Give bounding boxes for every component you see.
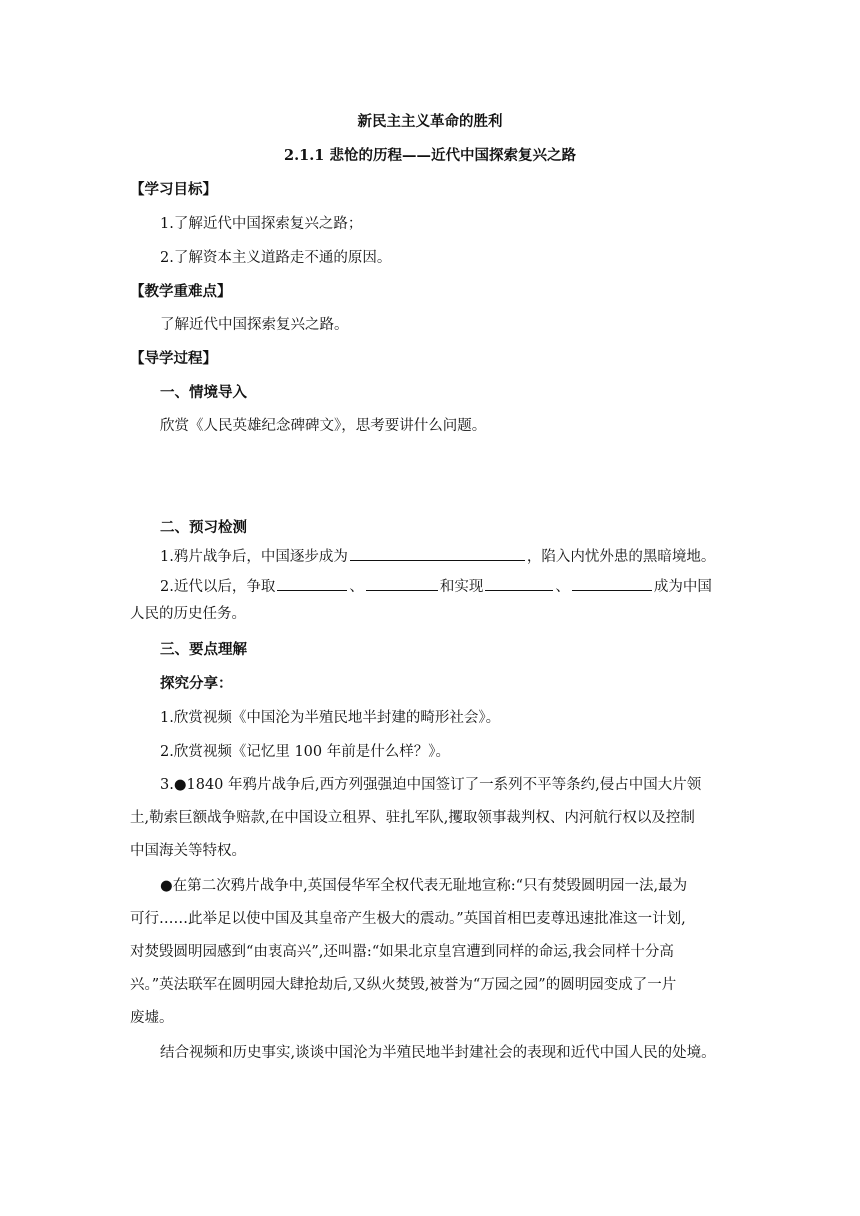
explore-item-4-line-3: 对焚毁圆明园感到“由衷高兴”,还叫嚣:“如果北京皇宫遭到同样的命运,我会同样十分高 <box>130 944 674 960</box>
question-2-sep2: 、 <box>555 579 570 595</box>
question-1-suffix: ，陷入内忧外患的黑暗境地。 <box>526 549 716 565</box>
process-heading: 【导学过程】 <box>130 350 217 367</box>
question-1 <box>160 546 715 567</box>
explore-item-4-line-2: 可行……此举足以使中国及其皇帝产生极大的震动。”英国首相巴麦尊迅速批准这一计划, <box>130 911 686 927</box>
objectives-heading: 【学习目标】 <box>130 181 217 198</box>
explore-heading: 探究分享： <box>160 675 233 692</box>
conclusion-prompt: 结合视频和历史事实,谈谈中国沦为半殖民地半封建社会的表现和近代中国人民的处境。 <box>160 1045 716 1061</box>
question-1-prefix: 1.鸦片战争后，中国逐步成为 <box>160 549 348 565</box>
answer-blank-4[interactable] <box>485 576 553 591</box>
part3-heading: 三、要点理解 <box>160 641 247 658</box>
explore-item-3-line-2: 土,勒索巨额战争赔款,在中国设立租界、驻扎军队,攫取领事裁判权、内河航行权以及控制 <box>130 810 695 826</box>
question-2-suffix: 成为中国 <box>653 579 712 595</box>
part1-heading: 一、情境导入 <box>160 384 247 401</box>
question-2-mid: 和实现 <box>439 579 484 595</box>
explore-item-4-text: 在第二次鸦片战争中,英国侵华军全权代表无耻地宣称:“只有焚毁圆明园一法,最为 <box>172 878 688 894</box>
answer-blank-3[interactable] <box>366 576 438 591</box>
objective-item-1: 1.了解近代中国探索复兴之路； <box>160 216 363 232</box>
answer-blank-2[interactable] <box>277 576 347 591</box>
bullet-icon: ● <box>173 777 187 793</box>
explore-item-3-line-1 <box>160 775 701 795</box>
explore-item-3-text: 1840 年鸦片战争后,西方列强强迫中国签订了一系列不平等条约,侵占中国大片领 <box>186 777 702 793</box>
part2-heading: 二、预习检测 <box>160 519 247 536</box>
explore-item-4-line-5: 废墟。 <box>130 1010 174 1026</box>
bullet-icon: ● <box>160 878 173 894</box>
explore-item-3-number: 3. <box>160 777 174 793</box>
explore-item-2: 2.欣赏视频《记忆里 100 年前是什么样？》。 <box>160 744 450 760</box>
part1-text: 欣赏《人民英雄纪念碑碑文》，思考要讲什么问题。 <box>160 418 487 434</box>
answer-blank-5[interactable] <box>572 576 652 591</box>
objective-item-2: 2.了解资本主义道路走不通的原因。 <box>160 250 392 266</box>
question-2-sep1: 、 <box>349 579 364 595</box>
document-subtitle: 2.1.1 悲怆的历程——近代中国探索复兴之路 <box>284 147 576 164</box>
question-2-continuation: 人民的历史任务。 <box>130 606 246 622</box>
explore-item-3-line-3: 中国海关等特权。 <box>130 843 246 859</box>
key-point-item-1: 了解近代中国探索复兴之路。 <box>160 317 349 333</box>
explore-item-4-line-4: 兴。”英法联军在圆明园大肆抢劫后,又纵火焚毁,被誉为“万园之园”的圆明园变成了一片 <box>130 977 677 993</box>
answer-blank-1[interactable] <box>350 546 525 561</box>
question-2-prefix: 2.近代以后，争取 <box>160 579 276 595</box>
key-points-heading: 【教学重难点】 <box>130 283 232 300</box>
document-title: 新民主主义革命的胜利 <box>357 113 503 130</box>
explore-item-4-line-1 <box>160 876 687 896</box>
question-2 <box>160 576 712 597</box>
explore-item-1: 1.欣赏视频《中国沦为半殖民地半封建的畸形社会》。 <box>160 710 501 726</box>
